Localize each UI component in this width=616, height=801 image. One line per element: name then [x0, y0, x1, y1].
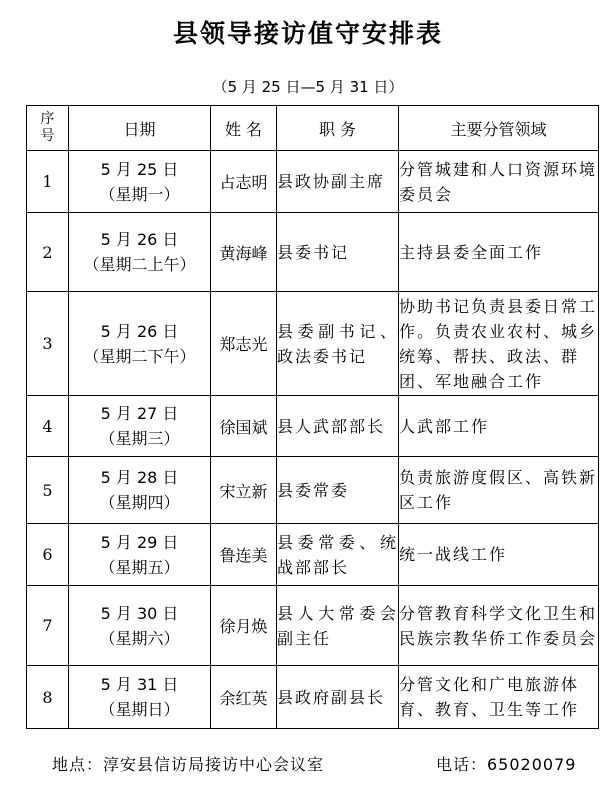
row-position: 县人武部部长: [277, 396, 399, 457]
row-date-day: 5 月 25 日: [100, 159, 179, 179]
row-date-day: 5 月 28 日: [100, 468, 179, 487]
row-date-day: 5 月 30 日: [100, 603, 179, 623]
schedule-table: [26, 105, 599, 729]
table-row: [27, 292, 599, 396]
row-area: 人武部工作: [399, 396, 599, 457]
row-position: 县委书记: [277, 213, 399, 292]
table-row: [27, 151, 599, 213]
row-name: 宋立新: [211, 457, 277, 524]
row-number: 4: [27, 396, 69, 457]
row-date: [69, 213, 211, 292]
row-area: 统一战线工作: [399, 524, 599, 586]
row-position: 县委常委: [277, 457, 399, 524]
row-date-weekday: （星期五）: [99, 557, 180, 577]
row-number: 8: [27, 666, 69, 729]
row-name: 黄海峰: [211, 213, 277, 292]
row-date-weekday: （星期一）: [99, 184, 180, 204]
row-date: [69, 586, 211, 666]
row-date-day: 5 月 29 日: [100, 532, 179, 552]
row-area: 协助书记负责县委日常工作。负责农业农村、城乡统筹、帮扶、政法、群团、军地融合工作: [399, 292, 599, 396]
table-row: [27, 666, 599, 729]
row-number: 3: [27, 292, 69, 396]
row-date-day: 5 月 27 日: [100, 404, 179, 423]
table-row: [27, 213, 599, 292]
row-number: 5: [27, 457, 69, 524]
row-date: [69, 524, 211, 586]
table-header-row: [27, 106, 599, 151]
row-area: 负责旅游度假区、高铁新区工作: [399, 457, 599, 524]
row-name: 郑志光: [211, 292, 277, 396]
row-date-day: 5 月 26 日: [100, 321, 179, 341]
row-date: [69, 396, 211, 457]
row-date-weekday: （星期三）: [99, 429, 180, 448]
row-date: [69, 666, 211, 729]
row-date: [69, 151, 211, 213]
row-number: 6: [27, 524, 69, 586]
header-name: 姓 名: [211, 106, 277, 151]
row-number: 1: [27, 151, 69, 213]
row-name: 徐国斌: [211, 396, 277, 457]
row-date: [69, 457, 211, 524]
row-name: 徐月焕: [211, 586, 277, 666]
header-position: 职 务: [277, 106, 399, 151]
header-area: 主要分管领域: [399, 106, 599, 151]
header-num: 序号: [27, 106, 69, 151]
row-name: 占志明: [211, 151, 277, 213]
row-area: 分管文化和广电旅游体育、教育、卫生等工作: [399, 666, 599, 729]
page-title: 县领导接访值守安排表: [172, 19, 443, 48]
footer-phone: 电话：65020079: [436, 755, 577, 774]
row-position: 县人大常委会副主任: [277, 586, 399, 666]
row-area: 分管城建和人口资源环境委员会: [399, 151, 599, 213]
row-position: 县政府副县长: [277, 666, 399, 729]
row-date-weekday: （星期二上午）: [83, 255, 196, 274]
row-date-weekday: （星期二下午）: [83, 346, 196, 366]
table-row: [27, 396, 599, 457]
row-date-day: 5 月 26 日: [100, 230, 179, 249]
row-number: 2: [27, 213, 69, 292]
row-date: [69, 292, 211, 396]
row-date-weekday: （星期四）: [99, 493, 180, 512]
row-position: 县委副书记、政法委书记: [277, 292, 399, 396]
row-date-weekday: （星期日）: [99, 700, 180, 719]
table-row: [27, 586, 599, 666]
row-date-weekday: （星期六）: [99, 628, 180, 648]
header-date: 日期: [69, 106, 211, 151]
row-position: 县政协副主席: [277, 151, 399, 213]
date-range: （5 月 25 日—5 月 31 日）: [212, 78, 404, 96]
table-row: [27, 524, 599, 586]
row-position: 县委常委、统战部部长: [277, 524, 399, 586]
row-area: 主持县委全面工作: [399, 213, 599, 292]
row-name: 余红英: [211, 666, 277, 729]
table-row: [27, 457, 599, 524]
row-area: 分管教育科学文化卫生和民族宗教华侨工作委员会: [399, 586, 599, 666]
row-date-day: 5 月 31 日: [100, 675, 179, 694]
row-number: 7: [27, 586, 69, 666]
row-name: 鲁连美: [211, 524, 277, 586]
footer-location: 地点：淳安县信访局接访中心会议室: [52, 755, 325, 774]
